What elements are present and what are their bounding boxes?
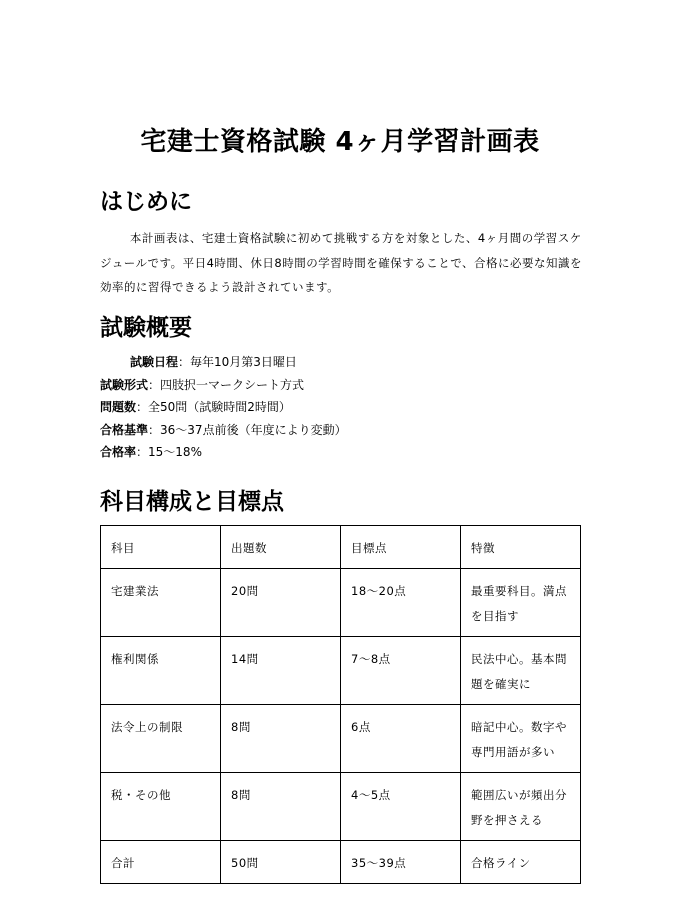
table-row (101, 637, 581, 705)
table-cell-target-score: 7〜8点 (341, 637, 461, 705)
table-cell-question-count: 20問 (221, 569, 341, 637)
overview-item-exam-date (100, 351, 580, 374)
overview-value: 36〜37点前後（年度により変動） (160, 422, 347, 437)
overview-key: 試験日程 (130, 355, 179, 369)
overview-key: 試験形式 (100, 377, 149, 392)
overview-item-pass-criteria (100, 419, 580, 442)
overview-heading: 試験概要 (100, 315, 192, 341)
table-row (101, 773, 581, 841)
overview-separator: ： (136, 400, 149, 414)
overview-item-pass-rate (100, 441, 580, 464)
overview-separator: ： (148, 377, 161, 392)
overview-key: 合格率 (100, 445, 137, 459)
table-cell-features: 民法中心。基本問題を確実に (461, 637, 581, 705)
table-cell-subject: 税・その他 (101, 773, 221, 841)
table-row (101, 705, 581, 773)
table-cell-subject: 法令上の制限 (101, 705, 221, 773)
table-cell-question-count: 8問 (221, 705, 341, 773)
intro-paragraph: 本計画表は、宅建士資格試験に初めて挑戦する方を対象とした、4ヶ月間の学習スケジュールです。平日4時間、休日8時間の学習時間を確保することで、合格に必要な知識を効率的に習得できるよう設計されています。 (100, 231, 583, 294)
overview-list (100, 351, 580, 464)
table-cell-target-score: 4〜5点 (341, 773, 461, 841)
table-cell-features: 合格ライン (461, 841, 581, 884)
column-header-target-score: 目標点 (341, 526, 461, 569)
table-cell-features: 範囲広いが頻出分野を押さえる (461, 773, 581, 841)
document-title: 宅建士資格試験 4ヶ月学習計画表 (140, 127, 540, 157)
overview-item-question-count (100, 396, 580, 419)
table-header-row (101, 526, 581, 569)
overview-separator: ： (148, 422, 161, 437)
overview-value: 四肢択一マークシート方式 (160, 377, 305, 392)
column-header-features: 特徴 (461, 526, 581, 569)
overview-value: 全50問（試験時間2時間） (148, 400, 291, 414)
table-cell-question-count: 14問 (221, 637, 341, 705)
intro-heading: はじめに (100, 189, 192, 215)
overview-value: 15〜18% (148, 445, 202, 459)
column-header-question-count: 出題数 (221, 526, 341, 569)
overview-key: 合格基準 (100, 422, 149, 437)
table-cell-target-score: 6点 (341, 705, 461, 773)
overview-separator: ： (136, 445, 149, 459)
overview-key: 問題数 (100, 400, 137, 414)
overview-separator: ： (178, 355, 191, 369)
table-cell-question-count: 8問 (221, 773, 341, 841)
overview-item-exam-format (100, 374, 580, 397)
table-row (101, 569, 581, 637)
overview-value: 毎年10月第3日曜日 (190, 355, 297, 369)
table-cell-question-count: 50問 (221, 841, 341, 884)
table-cell-features: 暗記中心。数字や専門用語が多い (461, 705, 581, 773)
table-cell-subject: 権利関係 (101, 637, 221, 705)
table-cell-features: 最重要科目。満点を目指す (461, 569, 581, 637)
subjects-table (100, 525, 581, 884)
subjects-heading: 科目構成と目標点 (100, 489, 284, 515)
table-cell-subject: 宅建業法 (101, 569, 221, 637)
table-cell-target-score: 35〜39点 (341, 841, 461, 884)
column-header-subject: 科目 (101, 526, 221, 569)
table-cell-target-score: 18〜20点 (341, 569, 461, 637)
table-cell-subject: 合計 (101, 841, 221, 884)
table-row-total (101, 841, 581, 884)
